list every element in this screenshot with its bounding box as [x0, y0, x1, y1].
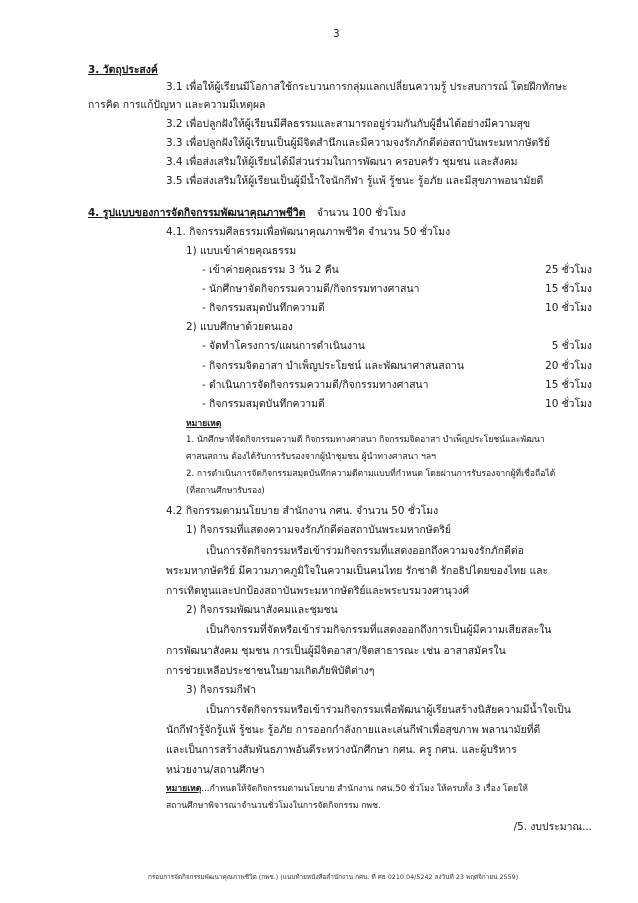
objective-3-1: 3.1 เพื่อให้ผู้เรียนมีโอกาสใช้กระบวนการกลุ่มแลกเปลี่ยนความรู้ ประสบการณ์ โดยฝึกทักษะ [166, 81, 568, 93]
self-row-label: - จัดทำโครงการ/แผนการดำเนินงาน [202, 340, 365, 352]
section-3-heading: 3. วัตถุประสงค์ [88, 64, 158, 76]
page-number: 3 [333, 28, 340, 40]
self-row-hours: 20 ชั่วโมง [545, 360, 592, 372]
activity-3-text: นักกีฬารู้จักรู้แพ้ รู้ชนะ รู้อภัย การออกกำลังกายและเล่นกีฬาเพื่อสุขภาพ พลานามัยที่ดี [166, 724, 541, 736]
camp-row-label: - นักศึกษาจัดกิจกรรมความดี/กิจกรรมทางศาสนา [202, 283, 420, 295]
activity-3-text: และเป็นการสร้างสัมพันธภาพอันดีระหว่างนักศึกษา กศน. ครู กศน. และผู้บริหาร [166, 744, 517, 756]
objective-3-4: 3.4 เพื่อส่งเสริมให้ผู้เรียนได้มีส่วนร่วมในการพัฒนา ครอบครัว ชุมชน และสังคม [166, 156, 518, 168]
self-study-title: 2) แบบศึกษาด้วยตนเอง [186, 321, 293, 333]
note-2-line: สถานศึกษาพิจารณาจำนวนชั่วโมงในการจัดกิจกรรม กพช. [166, 801, 381, 811]
camp-row-label: - เข้าค่ายคุณธรรม 3 วัน 2 คืน [202, 264, 339, 276]
self-row-label: - ดำเนินการจัดกิจกรรมความดี/กิจกรรมทางศาสนา [202, 379, 429, 391]
camp-row-label: - กิจกรรมสมุดบันทึกความดี [202, 302, 325, 314]
note-line: ศาสนสถาน ต้องได้รับการรับรองจากผู้นำชุมชน ผู้นำทางศาสนา ฯลฯ [186, 452, 436, 462]
note-2-text: ...กำหนดให้จัดกิจกรรมตามนโยบาย สำนักงาน กศน.50 ชั่วโมง ให้ครบทั้ง 3 เรื่อง โดยให้ [201, 784, 528, 794]
camp-row-hours: 10 ชั่วโมง [545, 302, 592, 314]
objective-3-1-cont: การคิด การแก้ปัญหา และความมีเหตุผล [88, 99, 266, 111]
objective-3-5: 3.5 เพื่อส่งเสริมให้ผู้เรียนเป็นผู้มีน้ำใจนักกีฬา รู้แพ้ รู้ชนะ รู้อภัย และมีสุขภาพอนามัยดี [166, 175, 544, 187]
activity-3-title: 3) กิจกรรมกีฬา [186, 684, 256, 696]
self-row-hours: 5 ชั่วโมง [551, 340, 592, 352]
note-line: 2. การดำเนินการจัดกิจกรรมสมุดบันทึกความดีตามแบบที่กำหนด โดยผ่านการรับรองจากผู้ที่เชื่อถือได้ [186, 469, 556, 479]
subsection-4-2: 4.2 กิจกรรมตามนโยบาย สำนักงาน กศน. จำนวน 50 ชั่วโมง [166, 505, 439, 517]
activity-2-title: 2) กิจกรรมพัฒนาสังคมและชุมชน [186, 604, 338, 616]
note-line: 1. นักศึกษาที่จัดกิจกรรมความดี กิจกรรมทางศาสนา กิจกรรมจิตอาสา บำเพ็ญประโยชน์และพัฒนา [186, 435, 545, 445]
camp-row-hours: 25 ชั่วโมง [545, 264, 592, 276]
self-row-hours: 10 ชั่วโมง [545, 398, 592, 410]
activity-3-text: เป็นการจัดกิจกรรมหรือเข้าร่วมกิจกรรมเพื่อพัฒนาผู้เรียนสร้างนิสัยความมีน้ำใจเป็น [206, 704, 571, 716]
activity-1-text: เป็นการจัดกิจกรรมหรือเข้าร่วมกิจกรรมที่แสดงออกถึงความจงรักภักดีต่อ [206, 545, 524, 557]
camp-row-hours: 15 ชั่วโมง [545, 283, 592, 295]
camp-title: 1) แบบเข้าค่ายคุณธรรม [186, 245, 297, 257]
objective-3-2: 3.2 เพื่อปลูกฝังให้ผู้เรียนมีศีลธรรมและสามารถอยู่ร่วมกันกับผู้อื่นได้อย่างมีความสุข [166, 118, 531, 130]
self-row-label: - กิจกรรมสมุดบันทึกความดี [202, 398, 325, 410]
section-4-hours: จำนวน 100 ชั่วโมง [316, 207, 406, 219]
subsection-4-1: 4.1. กิจกรรมศีลธรรมเพื่อพัฒนาคุณภาพชีวิต จำนวน 50 ชั่วโมง [166, 226, 451, 238]
note-2-label: หมายเหตุ [166, 784, 202, 794]
note-2-line [166, 783, 528, 795]
note-line: (ที่สถานศึกษารับรอง) [186, 486, 265, 496]
footer-reference: กรอบการจัดกิจกรรมพัฒนาคุณภาพชีวิต (กพช.) (แนบท้ายหนังสือสำนักงาน กศน. ที่ ศธ 0210.04/5242 ลงวันที่ 23 พฤศจิกายน 2559) [148, 873, 519, 881]
activity-2-text: การพัฒนาสังคม ชุมชน การเป็นผู้มีจิตอาสา/จิตสาธารณะ เช่น อาสาสมัครใน [166, 645, 506, 657]
activity-1-text: การเทิดทูนและปกป้องสถาบันพระมหากษัตริย์และพระบรมวงศานุวงศ์ [166, 585, 470, 597]
continuation-marker: /5. งบประมาณ... [513, 821, 592, 833]
activity-1-title: 1) กิจกรรมที่แสดงความจงรักภักดีต่อสถาบันพระมหากษัตริย์ [186, 524, 452, 536]
section-4-heading-line [88, 206, 406, 220]
self-row-label: - กิจกรรมจิตอาสา บำเพ็ญประโยชน์ และพัฒนาศาสนสถาน [202, 360, 464, 372]
note-label: หมายเหตุ [186, 419, 222, 429]
activity-1-text: พระมหากษัตริย์ มีความภาคภูมิใจในความเป็นคนไทย รักชาติ รักอธิปไตยของไทย และ [166, 565, 549, 577]
activity-3-text: หน่วยงาน/สถานศึกษา [166, 764, 265, 776]
activity-2-text: เป็นกิจกรรมที่จัดหรือเข้าร่วมกิจกรรมที่แสดงออกถึงการเป็นผู้มีความเสียสละใน [206, 624, 552, 636]
objective-3-3: 3.3 เพื่อปลูกฝังให้ผู้เรียนเป็นผู้มีจิตสำนึกและมีความจงรักภักดีต่อสถาบันพระมหากษัตริย์ [166, 137, 550, 149]
section-4-heading: 4. รูปแบบของการจัดกิจกรรมพัฒนาคุณภาพชีวิต [88, 207, 306, 219]
activity-2-text: การช่วยเหลือประชาชนในยามเกิดภัยพิบัติต่างๆ [166, 665, 375, 677]
self-row-hours: 15 ชั่วโมง [545, 379, 592, 391]
